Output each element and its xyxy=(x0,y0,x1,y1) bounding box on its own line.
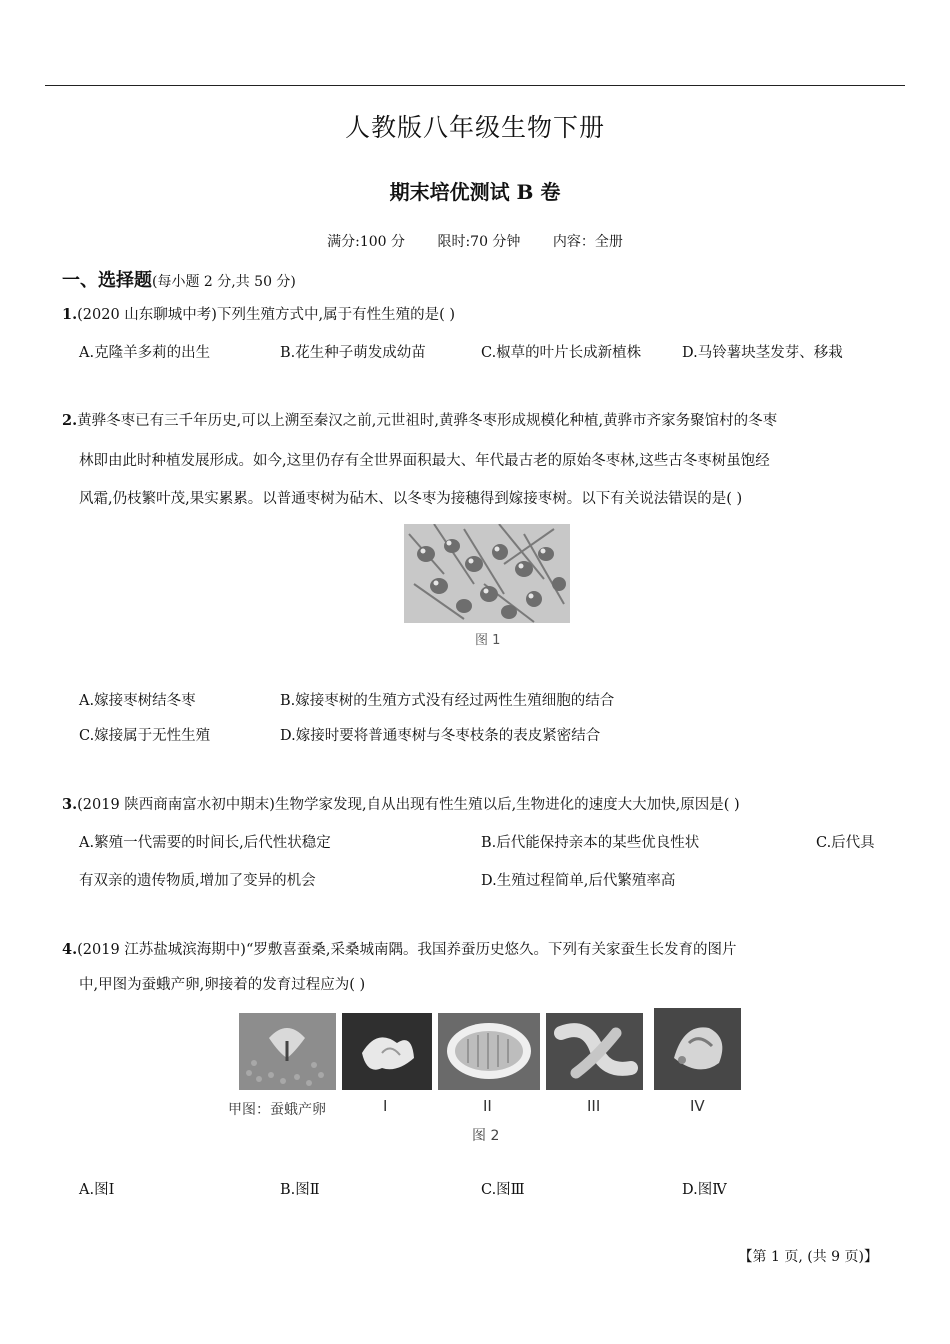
q2-option-c: C.嫁接属于无性生殖 xyxy=(79,728,211,744)
question-1-stem xyxy=(62,305,455,325)
q4-option-b: B.图Ⅱ xyxy=(280,1182,320,1198)
question-number: 1. xyxy=(62,306,78,323)
figure-2-label-iv: IV xyxy=(690,1097,705,1115)
q1-option-c: C.椒草的叶片长成新植株 xyxy=(481,345,642,361)
silkmoth-image xyxy=(239,1013,336,1090)
q1-option-a: A.克隆羊多莉的出生 xyxy=(79,345,211,361)
question-text: (2019 江苏盐城滨海期中)“罗敷喜蚕桑,采桑城南隅。我国养蚕历史悠久。下列有关家蚕生长发育的图片 xyxy=(77,942,737,958)
document-subtitle: 期末培优测试 B 卷 xyxy=(389,180,561,204)
question-2-line-2: 林即由此时种植发展形成。如今,这里仍存有全世界面积最大、年代最古老的原始冬枣林,这些古冬枣树虽饱经 xyxy=(79,453,770,469)
time-limit: 限时:70 分钟 xyxy=(437,234,521,250)
q4-option-d: D.图Ⅳ xyxy=(682,1182,727,1198)
header-rule xyxy=(45,85,905,86)
moth-stage-image xyxy=(342,1013,432,1090)
page-number: 【第 1 页, (共 9 页)】 xyxy=(738,1249,878,1265)
q3-option-b: B.后代能保持亲本的某些优良性状 xyxy=(481,835,700,851)
section-heading xyxy=(62,266,296,292)
question-number: 2. xyxy=(62,412,78,429)
stage-iii-photo xyxy=(546,1013,643,1090)
figure-2-label-iii: III xyxy=(587,1097,601,1115)
question-2-line-3: 风霜,仍枝繁叶茂,果实累累。以普通枣树为砧木、以冬枣为接穗得到嫁接枣树。以下有关说法错误的是( ) xyxy=(79,491,743,507)
figure-1-caption: 图 1 xyxy=(475,633,501,648)
exam-info xyxy=(0,231,950,251)
question-text: (2019 陕西商南富水初中期末)生物学家发现,自从出现有性生殖以后,生物进化的速度大大加快,原因是( ) xyxy=(77,797,740,813)
q4-option-a: A.图Ⅰ xyxy=(79,1182,115,1198)
q1-option-b: B.花生种子萌发成幼苗 xyxy=(280,345,426,361)
question-3-stem xyxy=(62,795,740,815)
question-number: 3. xyxy=(62,796,78,813)
q4-option-c: C.图Ⅲ xyxy=(481,1182,525,1198)
q3-option-d: D.生殖过程简单,后代繁殖率高 xyxy=(481,873,676,889)
pupa-image xyxy=(438,1013,540,1090)
stage-ii-photo xyxy=(438,1013,540,1090)
q2-option-b: B.嫁接枣树的生殖方式没有经过两性生殖细胞的结合 xyxy=(280,693,615,709)
figure-2-caption: 图 2 xyxy=(472,1128,500,1144)
larva-image xyxy=(546,1013,643,1090)
q3-option-c-start: C.后代具 xyxy=(816,835,875,851)
section-title: 一、选择题 xyxy=(62,270,152,291)
cocoon-moth-image xyxy=(654,1008,741,1090)
q1-option-d: D.马铃薯块茎发芽、移栽 xyxy=(682,345,843,361)
question-text: (2020 山东聊城中考)下列生殖方式中,属于有性生殖的是( ) xyxy=(77,307,455,323)
document-title: 人教版八年级生物下册 xyxy=(344,113,605,142)
question-text: 黄骅冬枣已有三千年历史,可以上溯至秦汉之前,元世祖时,黄骅冬枣形成规模化种植,黄骅市齐家务聚馆村的冬枣 xyxy=(77,413,778,429)
jujube-photo xyxy=(404,524,570,623)
full-score: 满分:100 分 xyxy=(327,234,405,250)
stage-iv-photo xyxy=(654,1008,741,1090)
figure-2-label-i: I xyxy=(383,1097,388,1115)
silkmoth-laying-eggs-photo xyxy=(239,1013,336,1090)
stage-i-photo xyxy=(342,1013,432,1090)
jujube-image xyxy=(404,524,570,623)
question-4-line-1 xyxy=(62,940,736,960)
q2-option-a: A.嫁接枣树结冬枣 xyxy=(79,693,196,709)
content-scope: 内容：全册 xyxy=(552,234,623,250)
figure-2-label-ii: II xyxy=(483,1097,492,1115)
question-4-line-2: 中,甲图为蚕蛾产卵,卵接着的发育过程应为( ) xyxy=(79,977,366,993)
figure-2-label-jia: 甲图：蚕蛾产卵 xyxy=(228,1102,326,1118)
q2-option-d: D.嫁接时要将普通枣树与冬枣枝条的表皮紧密结合 xyxy=(280,728,601,744)
q3-option-a: A.繁殖一代需要的时间长,后代性状稳定 xyxy=(79,835,331,851)
section-note: (每小题 2 分,共 50 分) xyxy=(152,274,296,290)
q3-option-c-end: 有双亲的遗传物质,增加了变异的机会 xyxy=(79,873,316,889)
question-2-line-1 xyxy=(62,411,777,431)
question-number: 4. xyxy=(62,941,78,958)
